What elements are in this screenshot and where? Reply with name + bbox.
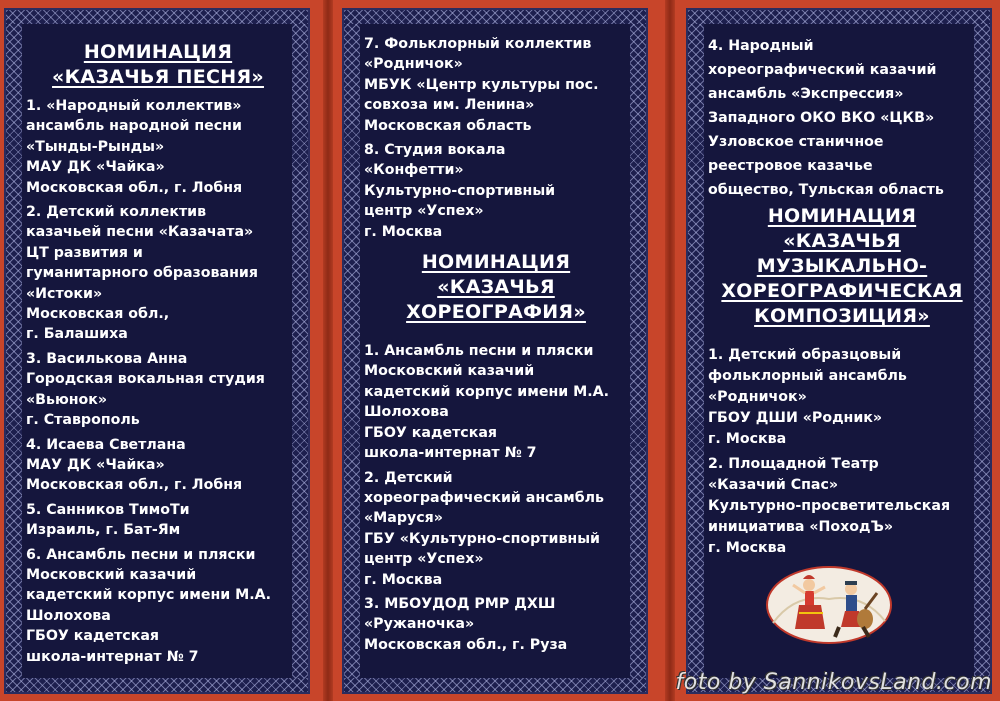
- nomination-heading: [364, 250, 628, 325]
- nominee-entry: [26, 96, 290, 198]
- nominee-line: ГБУ «Культурно-спортивный: [364, 530, 600, 547]
- nominee-line: МАУ ДК «Чайка»: [26, 159, 165, 176]
- nominee-line: Западного ОКО ВКО «ЦКВ»: [708, 110, 935, 126]
- fold-left: [323, 0, 333, 701]
- nominee-line: общество, Тульская область: [708, 182, 944, 198]
- nominee-line: МБУК «Центр культуры пос.: [364, 76, 599, 93]
- nominee-line: кадетский корпус имени М.А.: [26, 587, 272, 604]
- nominee-line: фольклорный ансамбль: [708, 368, 907, 384]
- panel-content: [26, 24, 290, 678]
- ornament-border-bottom: [344, 678, 646, 692]
- nominee-line: хореографический ансамбль: [364, 489, 605, 506]
- nominee-line: г. Москва: [364, 571, 443, 588]
- nominee-line: Московский казачий: [364, 363, 535, 380]
- nominee-line: школа-интернат № 7: [26, 648, 199, 665]
- nominee-line: «Конфетти»: [364, 162, 464, 179]
- nominee-entry: [364, 468, 628, 590]
- nominee-line: 3. Василькова Анна: [26, 350, 188, 367]
- nominee-line: 4. Народный: [708, 38, 814, 54]
- heading-line: ХОРЕОГРАФИЯ»: [406, 301, 586, 324]
- nominee-line: Шолохова: [364, 404, 449, 421]
- nominee-line: 7. Фольклорный коллектив: [364, 36, 592, 52]
- nominee-line: г. Москва: [364, 223, 443, 240]
- nominee-line: ГБОУ ДШИ «Родник»: [708, 410, 883, 426]
- nominee-line: инициатива «ПоходЪ»: [708, 519, 894, 535]
- nominee-line: 2. Детский: [364, 469, 453, 486]
- nominee-line: Московская обл., г. Лобня: [26, 179, 243, 196]
- dancing-couple-illustration: [765, 563, 893, 645]
- nominee-line: г. Ставрополь: [26, 412, 140, 429]
- heading-line: МУЗЫКАЛЬНО-: [756, 255, 928, 277]
- nominee-entry: [26, 500, 290, 541]
- nominee-entry: [26, 545, 290, 667]
- nominee-line: совхоза им. Ленина»: [364, 97, 535, 114]
- nominee-line: «Истоки»: [26, 285, 103, 302]
- nominee-line: МАУ ДК «Чайка»: [26, 456, 165, 473]
- photo-watermark: foto by SannikovsLand.com: [675, 670, 992, 695]
- heading-line: НОМИНАЦИЯ: [83, 41, 233, 63]
- ornament-border-bottom: [6, 678, 308, 692]
- nominee-entry: [26, 349, 290, 431]
- nominee-line: «Ружаночка»: [364, 616, 475, 633]
- ornament-border-right: [630, 10, 646, 692]
- nominee-line: «Вьюнок»: [26, 391, 108, 408]
- nominee-line: центр «Успех»: [364, 203, 484, 220]
- entries-list: [708, 345, 976, 559]
- ornament-border-left: [344, 10, 360, 692]
- entries-list-top: [708, 34, 976, 202]
- nominee-line: хореографический казачий: [708, 62, 937, 78]
- nominee-line: 1. «Народный коллектив»: [26, 98, 242, 114]
- nominee-entry: [708, 454, 976, 559]
- nominee-line: Московская обл.,: [26, 306, 170, 323]
- nominee-line: школа-интернат № 7: [364, 445, 537, 462]
- panel-kazachya-pesnya: [4, 8, 310, 694]
- nominee-entry: [26, 202, 290, 345]
- nominee-line: Московская обл., г. Лобня: [26, 477, 243, 494]
- nominee-line: г. Москва: [708, 540, 787, 556]
- nominee-line: 6. Ансамбль песни и пляски: [26, 546, 256, 563]
- nominee-line: «Маруся»: [364, 510, 443, 527]
- nominee-entry: [364, 594, 628, 655]
- nominee-line: Московская обл., г. Руза: [364, 636, 568, 653]
- nominee-line: ГБОУ кадетская: [26, 628, 160, 645]
- nominee-entry: [26, 435, 290, 496]
- nominee-line: Московская область: [364, 117, 532, 134]
- heading-line: «КАЗАЧЬЯ ПЕСНЯ»: [52, 66, 264, 88]
- nominee-line: г. Москва: [708, 431, 787, 447]
- nominee-line: центр «Успех»: [364, 551, 484, 568]
- nominee-line: казачьей песни «Казачата»: [26, 224, 254, 241]
- nominee-line: 1. Ансамбль песни и пляски: [364, 343, 594, 360]
- nominee-line: 2. Детский коллектив: [26, 204, 207, 221]
- panel-content: [364, 24, 628, 678]
- nominee-line: 3. МБОУДОД РМР ДХШ: [364, 595, 556, 612]
- ornament-border-top: [344, 10, 646, 24]
- nominee-line: реестровое казачье: [708, 158, 873, 174]
- nominee-line: Израиль, г. Бат-Ям: [26, 522, 181, 539]
- nominee-line: ансамбль народной песни: [26, 118, 242, 135]
- ornament-border-top: [688, 10, 990, 24]
- nominee-line: Московский казачий: [26, 566, 197, 583]
- nominee-entry: [708, 345, 976, 450]
- nominee-line: 8. Студия вокала: [364, 142, 506, 159]
- heading-line: «КАЗАЧЬЯ: [783, 230, 901, 252]
- ornament-border-top: [6, 10, 308, 24]
- nominee-line: 4. Исаева Светлана: [26, 436, 186, 453]
- heading-line: НОМИНАЦИЯ: [421, 251, 571, 274]
- nominee-line: «Родничок»: [364, 56, 463, 73]
- nominee-line: ГБОУ кадетская: [364, 424, 498, 441]
- ornament-border-right: [974, 10, 990, 692]
- nominee-entry: [364, 341, 628, 463]
- nominee-line: гуманитарного образования: [26, 265, 258, 282]
- nominee-line: кадетский корпус имени М.А.: [364, 383, 610, 400]
- entries-list-top: [364, 34, 628, 242]
- ornament-border-right: [292, 10, 308, 692]
- nominee-line: г. Балашиха: [26, 326, 128, 343]
- nominee-line: «Родничок»: [708, 389, 807, 405]
- nominee-entry: [364, 140, 628, 242]
- heading-line: «КАЗАЧЬЯ: [437, 276, 555, 299]
- nominee-line: Культурно-просветительская: [708, 498, 951, 514]
- entries-list: [364, 341, 628, 655]
- nominee-line: «Казачий Спас»: [708, 477, 839, 493]
- ornament-border-left: [688, 10, 704, 692]
- entries-list: [26, 96, 290, 667]
- nominee-line: Городская вокальная студия: [26, 371, 265, 388]
- nominee-line: 2. Площадной Театр: [708, 456, 879, 472]
- ornament-border-left: [6, 10, 22, 692]
- nominee-line: 1. Детский образцовый: [708, 347, 902, 363]
- heading-line: КОМПОЗИЦИЯ»: [754, 305, 930, 327]
- nomination-heading: [708, 204, 976, 329]
- heading-line: ХОРЕОГРАФИЧЕСКАЯ: [721, 280, 963, 302]
- fold-right: [665, 0, 675, 701]
- nominee-line: 5. Санников ТимоТи: [26, 501, 190, 518]
- nominee-line: ЦТ развития и: [26, 244, 143, 261]
- heading-line: НОМИНАЦИЯ: [767, 205, 917, 227]
- nominee-line: ансамбль «Экспрессия»: [708, 86, 904, 102]
- nominee-entry: [364, 34, 628, 136]
- nominee-line: Узловское станичное: [708, 134, 884, 150]
- panel-kazachya-khoreografiya: [342, 8, 648, 694]
- nominee-line: Шолохова: [26, 607, 111, 624]
- nomination-heading: [26, 40, 290, 90]
- nominee-line: «Тынды-Рынды»: [26, 138, 165, 155]
- nominee-line: Культурно-спортивный: [364, 182, 556, 199]
- nominee-entry: [708, 34, 976, 202]
